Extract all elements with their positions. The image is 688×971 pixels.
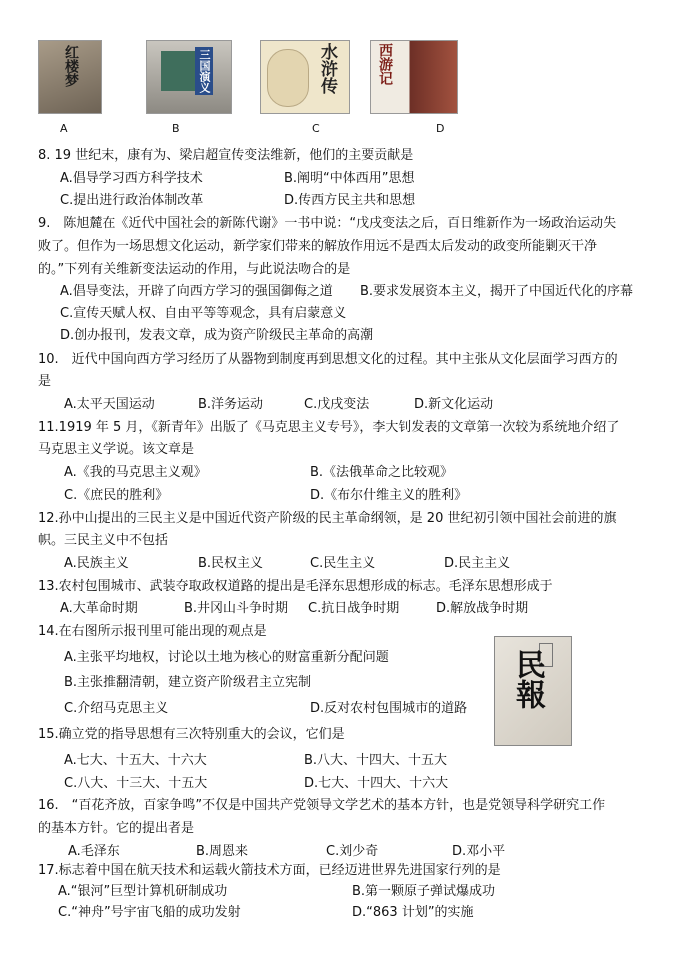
q17-stem: 17.标志着中国在航天技术和运载火箭技术方面，已经迈进世界先进国家行列的是	[38, 863, 501, 878]
minbao-newspaper-image	[494, 636, 572, 746]
q8-option-c: C.提出进行政治体制改革	[60, 193, 204, 208]
q10-option-c: C.戊戌变法	[304, 397, 370, 412]
q13-stem: 13.农村包围城市、武装夺取政权道路的提出是毛泽东思想形成的标志。毛泽东思想形成于	[38, 579, 553, 594]
q17-option-c: C.“神舟”号宇宙飞船的成功发射	[58, 905, 241, 920]
q12-option-d: D.民主主义	[444, 556, 511, 571]
q12-stem-line2: 帜。三民主义中不包括	[38, 533, 169, 548]
book-label-c: C	[312, 122, 320, 135]
q9-option-d: D.创办报刊，发表文章，成为资产阶级民主革命的高潮	[60, 328, 374, 343]
q10-stem-line1: 10. 近代中国向西方学习经历了从器物到制度再到思想文化的过程。其中主张从文化层面学习西方的	[38, 352, 618, 367]
q11-stem-line2: 马克思主义学说。该文章是	[38, 442, 195, 457]
book-cover-d	[370, 40, 458, 114]
q10-option-d: D.新文化运动	[414, 397, 494, 412]
q16-stem-line2: 的基本方针。它的提出者是	[38, 821, 195, 836]
q9-stem-line3: 的。”下列有关维新变法运动的作用，与此说法吻合的是	[38, 262, 351, 277]
q14-option-b: B.主张推翻清朝，建立资产阶级君主立宪制	[64, 675, 312, 690]
book-label-b: B	[172, 122, 180, 135]
q14-stem: 14.在右图所示报刊里可能出现的观点是	[38, 624, 267, 639]
q15-option-d: D.七大、十四大、十六大	[304, 776, 449, 791]
q15-option-c: C.八大、十三大、十五大	[64, 776, 208, 791]
q15-option-b: B.八大、十四大、十五大	[304, 753, 448, 768]
q11-option-a: A.《我的马克思主义观》	[64, 465, 207, 480]
q9-option-c: C.宣传天赋人权、自由平等等观念，具有启蒙意义	[60, 306, 347, 321]
q16-stem-line1: 16. “百花齐放，百家争鸣”不仅是中国共产党领导文学艺术的基本方针，也是党领导科学研究工作	[38, 798, 606, 813]
book-title-a: 红楼梦	[63, 45, 79, 87]
book-label-d: D	[436, 122, 445, 135]
q16-option-c: C.刘少奇	[326, 844, 379, 859]
q14-option-d: D.反对农村包围城市的道路	[310, 701, 468, 716]
q17-option-d: D.“863 计划”的实施	[352, 905, 474, 920]
book-title-c: 水浒传	[317, 43, 337, 94]
book-c-art	[267, 49, 309, 107]
q12-option-a: A.民族主义	[64, 556, 129, 571]
q13-option-a: A.大革命时期	[60, 601, 138, 616]
q8-stem: 8. 19 世纪末，康有为、梁启超宣传变法维新，他们的主要贡献是	[38, 148, 414, 163]
q9-option-a: A.倡导变法，开辟了向西方学习的强国御侮之道	[60, 284, 333, 299]
q8-option-b: B.阐明“中体西用”思想	[284, 171, 415, 186]
q13-option-d: D.解放战争时期	[436, 601, 529, 616]
book-title-d: 西游记	[377, 43, 393, 85]
q10-stem-line2: 是	[38, 374, 52, 389]
q8-option-a: A.倡导学习西方科学技术	[60, 171, 203, 186]
q14-option-a: A.主张平均地权，讨论以土地为核心的财富重新分配问题	[64, 650, 389, 665]
q9-stem-line1: 9. 陈旭麓在《近代中国社会的新陈代谢》一书中说：“戊戌变法之后，百日维新作为一场政治运动失	[38, 216, 617, 231]
minbao-title: 民報	[510, 649, 545, 709]
q11-option-d: D.《布尔什维主义的胜利》	[310, 488, 468, 503]
q12-option-b: B.民权主义	[198, 556, 264, 571]
q13-option-b: B.井冈山斗争时期	[184, 601, 289, 616]
q9-stem-line2: 败了。但作为一场思想文化运动，新学家们带来的解放作用远不是西太后发动的政变所能剿灭干净	[38, 239, 598, 254]
q17-option-a: A.“银河”巨型计算机研制成功	[58, 884, 228, 899]
q15-option-a: A.七大、十五大、十六大	[64, 753, 207, 768]
book-label-a: A	[60, 122, 68, 135]
q11-stem-line1: 11.1919 年 5 月，《新青年》出版了《马克思主义专号》，李大钊发表的文章第一次较为系统地介绍了	[38, 420, 620, 435]
q16-option-b: B.周恩来	[196, 844, 249, 859]
q11-option-b: B.《法俄革命之比较观》	[310, 465, 454, 480]
q11-option-c: C.《庶民的胜利》	[64, 488, 169, 503]
q12-option-c: C.民生主义	[310, 556, 376, 571]
book-cover-b	[146, 40, 232, 114]
q9-option-b: B.要求发展资本主义，揭开了中国近代化的序幕	[360, 284, 634, 299]
q8-option-d: D.传西方民主共和思想	[284, 193, 416, 208]
q17-option-b: B.第一颗原子弹试爆成功	[352, 884, 496, 899]
q16-option-a: A.毛泽东	[68, 844, 120, 859]
book-cover-c	[260, 40, 350, 114]
q10-option-a: A.太平天国运动	[64, 397, 155, 412]
book-cover-a	[38, 40, 102, 114]
book-title-b: 三国演义	[195, 47, 213, 95]
q16-option-d: D.邓小平	[452, 844, 506, 859]
q15-stem: 15.确立党的指导思想有三次特别重大的会议，它们是	[38, 727, 345, 742]
q12-stem-line1: 12.孙中山提出的三民主义是中国近代资产阶级的民主革命纲领，是 20 世纪初引领中国社会前进的旗	[38, 511, 617, 526]
q14-option-c: C.介绍马克思主义	[64, 701, 169, 716]
q10-option-b: B.洋务运动	[198, 397, 264, 412]
q13-option-c: C.抗日战争时期	[308, 601, 400, 616]
